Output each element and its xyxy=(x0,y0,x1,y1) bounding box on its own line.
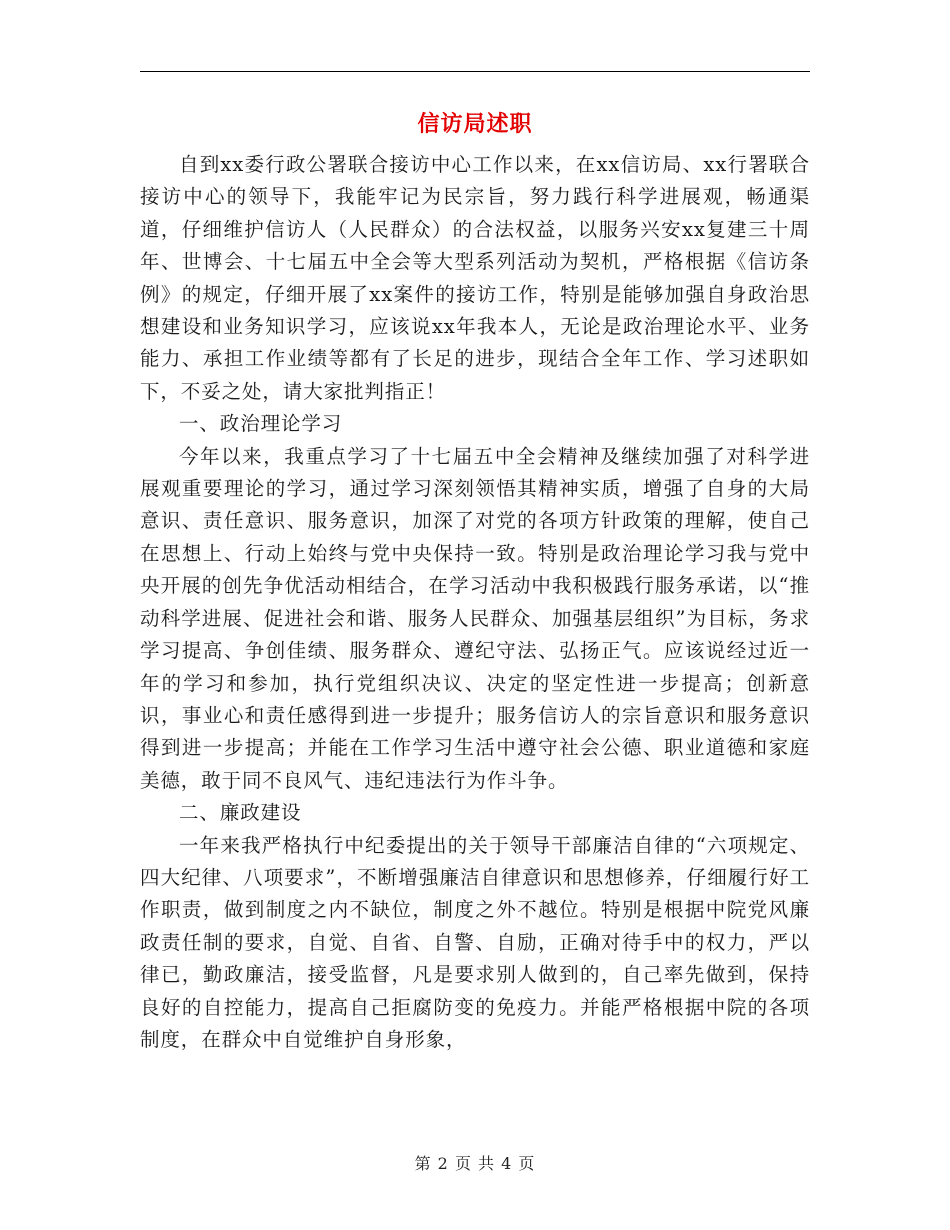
paragraph-intro: 自到xx委行政公署联合接访中心工作以来，在xx信访局、xx行署联合接访中心的领导下，我能牢记为民宗旨，努力践行科学进展观，畅通渠道，仔细维护信访人（人民群众）的合法权益，以服务兴安xx复建三十周年、世博会、十七届五中全会等大型系列活动为契机，严格根据《信访条例》的规定，仔细开展了xx案件的接访工作，特别是能够加强自身政治思想建设和业务知识学习，应该说xx年我本人，无论是政治理论水平、业务能力、承担工作业绩等都有了长足的进步，现结合全年工作、学习述职如下，不妥之处，请大家批判指正！ xyxy=(140,153,810,403)
section-heading-integrity: 二、廉政建设 xyxy=(179,801,302,825)
document-title: 信访局述职 xyxy=(417,111,533,137)
page-number-footer: 第 2 页 共 4 页 xyxy=(414,1154,536,1173)
document-body xyxy=(140,149,810,1056)
header-rule xyxy=(140,71,810,72)
paragraph-political-study: 今年以来，我重点学习了十七届五中全会精神及继续加强了对科学进展观重要理论的学习，通过学习深刻领悟其精神实质，增强了自身的大局意识、责任意识、服务意识，加深了对党的各项方针政策的理解，使自己在思想上、行动上始终与党中央保持一致。特别是政治理论学习我与党中央开展的创先争优活动相结合，在学习活动中我积极践行服务承诺，以“推动科学进展、促进社会和谐、服务人民群众、加强基层组织”为目标，务求学习提高、争创佳绩、服务群众、遵纪守法、弘扬正气。应该说经过近一年的学习和参加，执行党组织决议、决定的坚定性进一步提高；创新意识，事业心和责任感得到进一步提升；服务信访人的宗旨意识和服务意识得到进一步提高；并能在工作学习生活中遵守社会公德、职业道德和家庭美德，敢于同不良风气、违纪违法行为作斗争。 xyxy=(140,444,810,792)
paragraph-integrity: 一年来我严格执行中纪委提出的关于领导干部廉洁自律的“六项规定、四大纪律、八项要求”，不断增强廉洁自律意识和思想修养，仔细履行好工作职责，做到制度之内不缺位，制度之外不越位。特别是根据中院党风廉政责任制的要求，自觉、自省、自警、自励，正确对待手中的权力，严以律已，勤政廉洁，接受监督，凡是要求别人做到的，自己率先做到，保持良好的自控能力，提高自己拒腐防变的免疫力。并能严格根据中院的各项制度，在群众中自觉维护自身形象， xyxy=(140,833,810,1051)
section-heading-political-study: 一、政治理论学习 xyxy=(179,412,343,436)
